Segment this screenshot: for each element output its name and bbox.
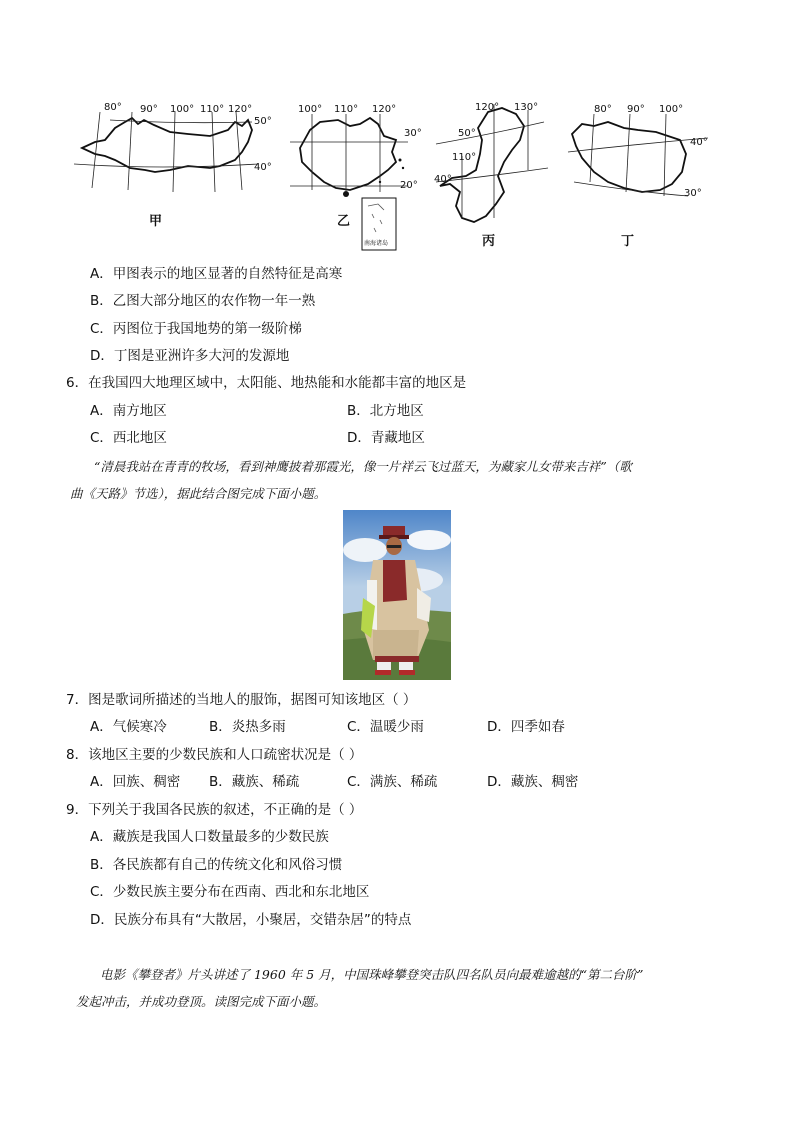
map-yi-lat-1: 30° — [404, 128, 422, 139]
map-jia-lon-2: 90° — [140, 104, 158, 115]
passage-1-line-1: “清晨我站在青青的牧场，看到神鹰披着那霞光，像一片祥云飞过蓝天，为藏家儿女带来吉祥”（歌 — [94, 459, 632, 474]
q7-option-b: B．炎热多雨 — [209, 719, 286, 735]
q7-option-d: D．四季如春 — [487, 719, 565, 735]
map-bing-lat-2: 110° — [452, 152, 477, 163]
q7-stem: 7．图是歌词所描述的当地人的服饰，据图可知该地区（ ） — [66, 692, 417, 708]
map-bing-lon-2: 130° — [514, 102, 539, 113]
passage-2-line-1: 电影《攀登者》片头讲述了 1960 年 5 月，中国珠峰攀登突击队四名队员向最难逾越的“第二台阶” — [100, 967, 644, 982]
q6-option-a: A．南方地区 — [90, 403, 167, 419]
q5-option-c: C．丙图位于我国地势的第一级阶梯 — [90, 321, 302, 337]
map-jia-lat-1: 50° — [254, 116, 272, 127]
q9-stem: 9．下列关于我国各民族的叙述，不正确的是（ ） — [66, 802, 363, 818]
map-ding-lon-2: 90° — [627, 104, 645, 115]
map-yi-inset-label: 南海诸岛 — [364, 240, 389, 247]
map-jia-lon-1: 80° — [104, 102, 122, 113]
q9-option-a: A．藏族是我国人口数量最多的少数民族 — [90, 829, 329, 845]
map-ding-lon-1: 80° — [594, 104, 612, 115]
map-yi-lon-1: 100° — [298, 104, 323, 115]
map-ding-lat-2: 30° — [684, 188, 702, 199]
map-ding-lat-1: 40° — [690, 137, 708, 148]
q6-option-b: B．北方地区 — [347, 403, 424, 419]
tibetan-costume-photo — [343, 510, 451, 680]
q8-option-a: A．回族、稠密 — [90, 774, 181, 790]
q8-option-d: D．藏族、稠密 — [487, 774, 579, 790]
passage-1-line-2: 曲《天路》节选），据此结合图完成下面小题。 — [70, 486, 327, 501]
q9-option-b: B．各民族都有自己的传统文化和风俗习惯 — [90, 857, 343, 873]
q8-stem: 8．该地区主要的少数民族和人口疏密状况是（ ） — [66, 747, 363, 763]
map-yi-lon-2: 110° — [334, 104, 359, 115]
map-bing-lat-3: 40° — [434, 174, 452, 185]
map-jia-lat-2: 40° — [254, 162, 272, 173]
map-bing-lon-1: 120° — [475, 102, 500, 113]
q5-option-a: A．甲图表示的地区显著的自然特征是高寒 — [90, 266, 343, 282]
map-jia — [70, 100, 280, 205]
q6-option-d: D．青藏地区 — [347, 430, 425, 446]
map-bing-label: 丙 — [482, 234, 496, 249]
q8-option-b: B．藏族、稀疏 — [209, 774, 300, 790]
passage-2-line-2: 发起冲击，并成功登顶。读图完成下面小题。 — [76, 994, 327, 1009]
q7-option-a: A．气候寒冷 — [90, 719, 167, 735]
map-yi-label: 乙 — [337, 214, 351, 229]
map-yi-lon-3: 120° — [372, 104, 397, 115]
map-jia-label: 甲 — [149, 214, 163, 229]
map-jia-lon-4: 110° — [200, 104, 225, 115]
map-ding-label: 丁 — [621, 234, 635, 249]
q5-option-b: B．乙图大部分地区的农作物一年一熟 — [90, 293, 316, 309]
map-ding-lon-3: 100° — [659, 104, 684, 115]
map-yi-lat-2: 20° — [400, 180, 418, 191]
map-jia-lon-3: 100° — [170, 104, 195, 115]
q7-option-c: C．温暖少雨 — [347, 719, 424, 735]
q9-option-c: C．少数民族主要分布在西南、西北和东北地区 — [90, 884, 370, 900]
q6-stem: 6．在我国四大地理区域中，太阳能、地热能和水能都丰富的地区是 — [66, 375, 467, 391]
q6-option-c: C．西北地区 — [90, 430, 167, 446]
q9-option-d: D．民族分布具有“大散居，小聚居，交错杂居”的特点 — [90, 912, 412, 928]
q5-option-d: D．丁图是亚洲许多大河的发源地 — [90, 348, 290, 364]
map-jia-lon-5: 120° — [228, 104, 253, 115]
map-yi — [288, 100, 428, 250]
map-bing — [432, 100, 552, 230]
map-bing-lat-1: 50° — [458, 128, 476, 139]
q8-option-c: C．满族、稀疏 — [347, 774, 438, 790]
